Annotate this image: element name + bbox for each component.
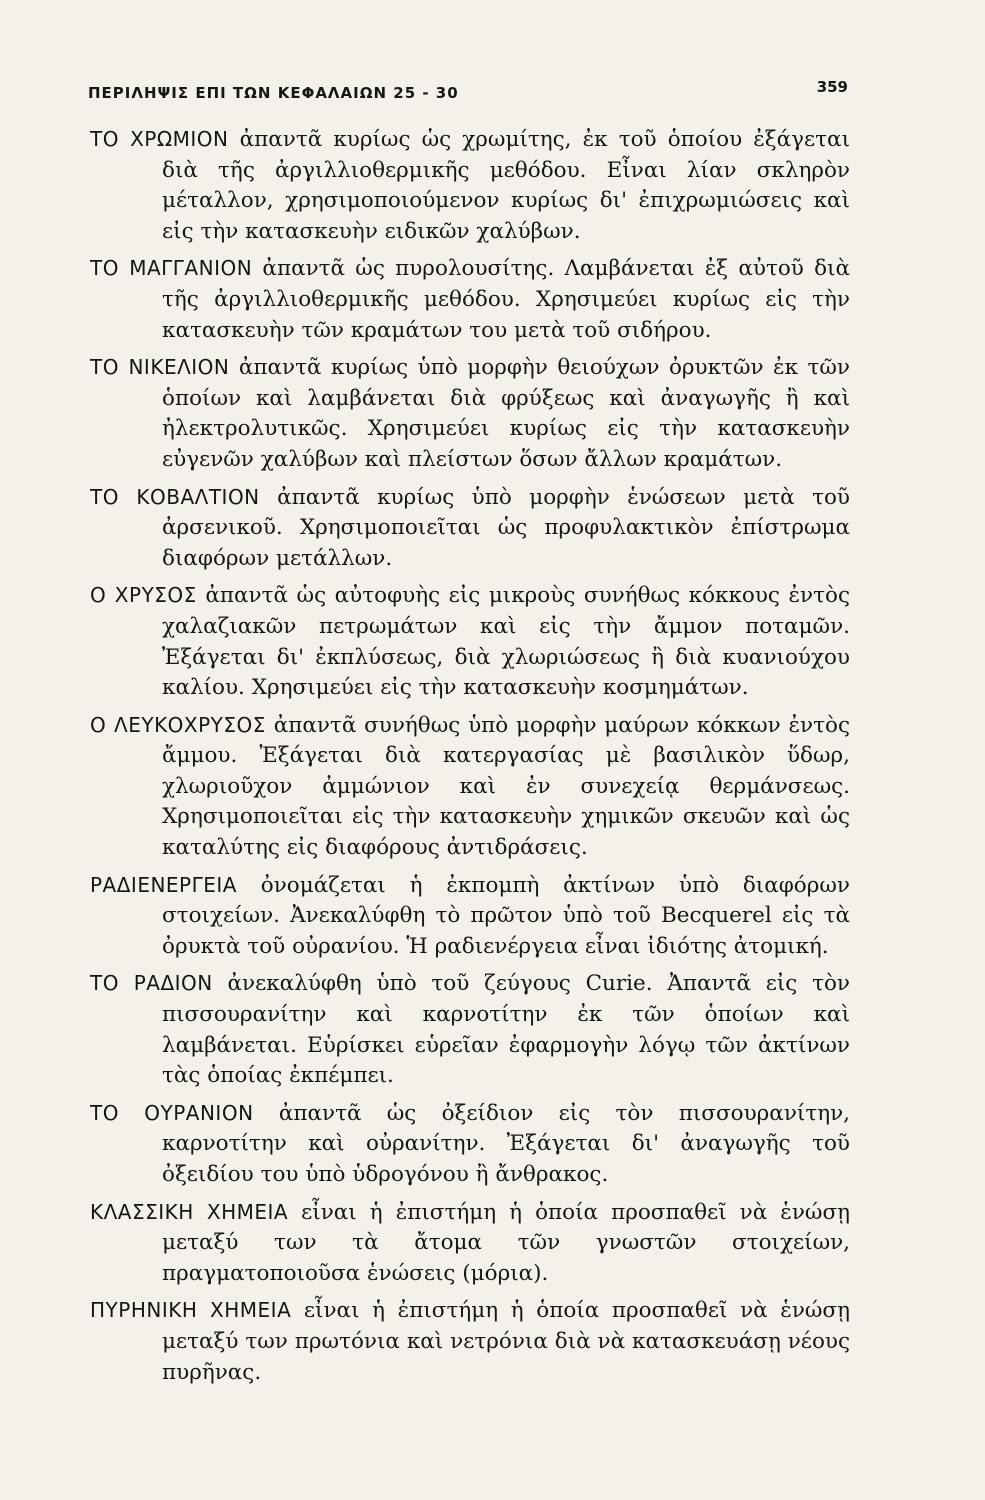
entry-text: εἶναι ἡ ἐπιστήμη ἡ ὁποία προσπαθεῖ νὰ ἑνώσῃ μεταξύ των πρωτόνια καὶ νετρόνια διὰ νὰ κατασκευάσῃ νέους πυρῆνας. <box>162 1298 850 1385</box>
entry-text: ἀπαντᾶ ὡς πυρολουσίτης. Λαμβάνεται ἐξ αὐτοῦ διὰ τῆς ἀργιλλιοθερμικῆς μεθόδου. Χρησιμεύει κυρίως εἰς τὴν κατασκευὴν τῶν κραμάτων του μετὰ τοῦ σιδήρου. <box>162 256 850 343</box>
entry-term: ΤΟ ΟΥΡΑΝΙΟΝ <box>90 1100 254 1125</box>
entry-nuclear-chemistry <box>90 1295 850 1388</box>
entry-text: ἀνεκαλύφθη ὑπὸ τοῦ ζεύγους Curie. Ἀπαντᾶ εἰς τὸν πισσουρανίτην καὶ καρνοτίτην ἐκ τῶν ὁποίων καὶ λαμβάνεται. Εὑρίσκει εὑρεῖαν ἐφαρμογὴν λόγῳ τῶν ἀκτίνων τὰς ὁποίας ἐκπέμπει. <box>162 971 851 1089</box>
entry-term: ΤΟ ΜΑΓΓΑΝΙΟΝ <box>90 256 253 281</box>
entry-platinum <box>90 710 850 864</box>
entry-uranium <box>90 1098 850 1191</box>
entry-text: ἀπαντᾶ κυρίως ὡς χρωμίτης, ἐκ τοῦ ὁποίου ἐξάγεται διὰ τῆς ἀργιλλιοθερμικῆς μεθόδου. Εἶναι λίαν σκληρὸν μέταλλον, χρησιμοποιούμενον κυρίως δι' ἐπιχρωμιώσεις καὶ εἰς τὴν κατασκευὴν ειδικῶν χαλύβων. <box>162 127 850 244</box>
entry-text: ἀπαντᾶ κυρίως ὑπὸ μορφὴν θειούχων ὀρυκτῶν ἐκ τῶν ὁποίων καὶ λαμβάνεται διὰ φρύξεως καὶ ἀναγωγῆς ἢ καὶ ἠλεκτρολυτικῶς. Χρησιμεύει κυρίως εἰς τὴν κατασκευὴν εὐγενῶν χαλύβων καὶ πλείστων ὅσων ἄλλων κραμάτων. <box>162 355 851 472</box>
entry-term: Ο ΛΕΥΚΟΧΡΥΣΟΣ <box>90 712 266 737</box>
entry-nickel <box>90 352 850 475</box>
entry-cobalt <box>90 482 850 575</box>
entry-radium <box>90 968 850 1091</box>
entry-text: ὀνομάζεται ἡ ἐκπομπὴ ἀκτίνων ὑπὸ διαφόρων στοιχείων. Ἀνεκαλύφθη τὸ πρῶτον ὑπὸ τοῦ Becquerel εἰς τὰ ὀρυκτὰ τοῦ οὐρανίου. Ἡ ραδιενέργεια εἶναι ἰδιότης ἀτομική. <box>162 872 850 959</box>
entry-gold <box>90 580 850 703</box>
entry-term: Ο ΧΡΥΣΟΣ <box>90 583 197 608</box>
entry-radioactivity <box>90 870 850 963</box>
page-number: 359 <box>816 78 848 96</box>
page-header <box>88 78 848 106</box>
glossary-entries <box>90 124 850 1394</box>
entry-text: ἀπαντᾶ συνήθως ὑπὸ μορφὴν μαύρων κόκκων ἐντὸς ἄμμου. Ἐξάγεται διὰ κατεργασίας μὲ βασιλικὸν ὕδωρ, χλωριοῦχον ἀμμώνιον καὶ ἐν συνεχείᾳ θερμάνσεως. Χρησιμοποιεῖται εἰς τὴν κατασκευὴν χημικῶν σκευῶν καὶ ὡς καταλύτης εἰς διαφόρους ἀντιδράσεις. <box>162 712 850 861</box>
entry-term: ΤΟ ΝΙΚΕΛΙΟΝ <box>90 355 230 380</box>
entry-term: ΤΟ ΚΟΒΑΛΤΙΟΝ <box>90 484 260 509</box>
entry-term: ΚΛΑΣΣΙΚΗ ΧΗΜΕΙΑ <box>90 1199 289 1224</box>
entry-chromium <box>90 124 850 247</box>
entry-text: εἶναι ἡ ἐπιστήμη ἡ ὁποία προσπαθεῖ νὰ ἑνώσῃ μεταξύ των τὰ ἄτομα τῶν γνωστῶν στοιχείων, πραγματοποιοῦσα ἑνώσεις (μόρια). <box>162 1199 850 1286</box>
entry-term: ΡΑΔΙΕΝΕΡΓΕΙΑ <box>90 872 237 897</box>
entry-text: ἀπαντᾶ κυρίως ὑπὸ μορφὴν ἑνώσεων μετὰ τοῦ ἀρσενικοῦ. Χρησιμοποιεῖται ὡς προφυλακτικὸν ἐπίστρωμα διαφόρων μετάλλων. <box>162 484 850 571</box>
entry-classical-chemistry <box>90 1197 850 1290</box>
entry-term: ΤΟ ΡΑΔΙΟΝ <box>90 971 213 996</box>
entry-term: ΤΟ ΧΡΩΜΙΟΝ <box>90 127 229 151</box>
entry-text: ἀπαντᾶ ὡς αὐτοφυὴς εἰς μικροὺς συνήθως κόκκους ἐντὸς χαλαζιακῶν πετρωμάτων καὶ εἰς τὴν ἄμμον ποταμῶν. Ἐξάγεται δι' ἐκπλύσεως, διὰ χλωριώσεως ἢ διὰ κυανιούχου καλίου. Χρησιμεύει εἰς τὴν κατασκευὴν κοσμημάτων. <box>162 583 851 701</box>
entry-term: ΠΥΡΗΝΙΚΗ ΧΗΜΕΙΑ <box>90 1298 292 1323</box>
entry-manganese <box>90 253 850 346</box>
entry-text: ἀπαντᾶ ὡς ὀξείδιον εἰς τὸν πισσουρανίτην, καρνοτίτην καὶ οὐρανίτην. Ἐξάγεται δι' ἀναγωγῆς τοῦ ὀξειδίου του ὑπὸ ὑδρογόνου ἢ ἄνθρακος. <box>162 1100 850 1187</box>
running-head: ΠΕΡΙΛΗΨΙΣ ΕΠΙ ΤΩΝ ΚΕΦΑΛΑΙΩΝ 25 - 30 <box>88 84 459 102</box>
